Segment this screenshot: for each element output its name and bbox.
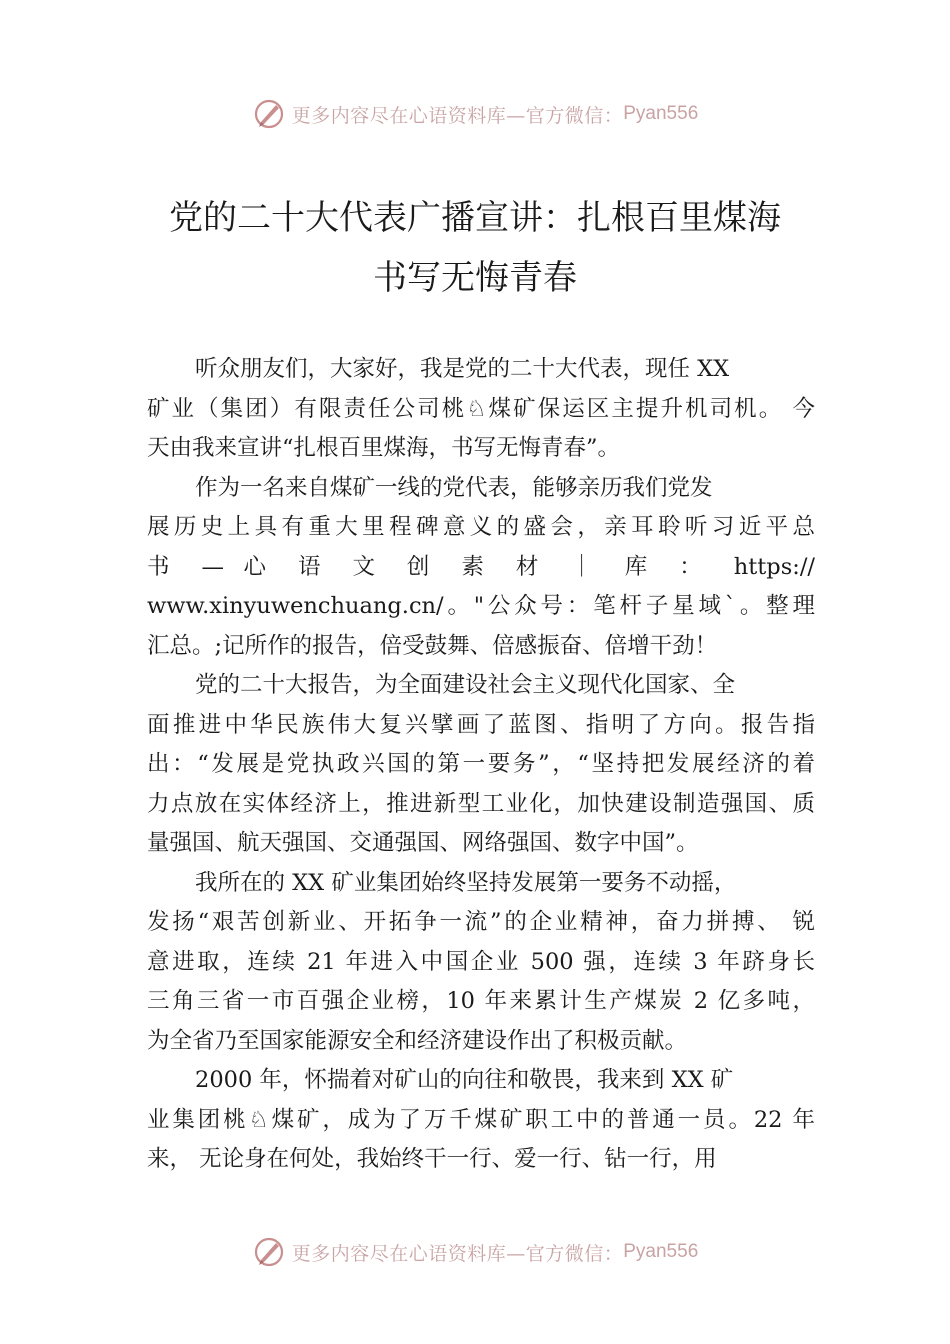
- banner-wechat-id: Pyan556: [623, 1241, 699, 1262]
- body-line: 发扬“艰苦创新业、开拓争一流”的企业精神，奋力拼搏、 锐: [147, 909, 815, 935]
- body-line: 2000 年，怀揣着对矿山的向往和敬畏，我来到 XX 矿: [195, 1067, 734, 1093]
- body-line: 三角三省一市百强企业榜，10 年来累计生产煤炭 2 亿多吨，: [147, 988, 815, 1014]
- body-line: 天由我来宣讲“扎根百里煤海，书写无悔青春”。: [147, 435, 621, 461]
- body-line: www.xinyuwenchuang.cn/。"公众号：笔杆子星域`。整理: [147, 593, 815, 619]
- body-line: 书 — 心 语 文 创 素 材 ｜ 库 ： https://: [147, 553, 815, 580]
- body-line: 汇总。;记所作的报告，倍受鼓舞、倍感振奋、倍增干劲！: [147, 632, 718, 659]
- banner-text: 更多内容尽在心语资料库—官方微信：: [291, 1242, 624, 1265]
- body-line: 意进取，连续 21 年进入中国企业 500 强，连续 3 年跻身长: [147, 948, 815, 975]
- body-line: 展历史上具有重大里程碑意义的盛会，亲耳聆听习近平总: [147, 514, 815, 540]
- footer-watermark-banner: [0, 1232, 950, 1272]
- body-line: 党的二十大报告，为全面建设社会主义现代化国家、全: [195, 672, 736, 698]
- quill-seal-logo-icon: [252, 97, 286, 131]
- body-line: 作为一名来自煤矿一线的党代表，能够亲历我们党发: [195, 474, 713, 501]
- banner-text: 更多内容尽在心语资料库—官方微信：: [291, 104, 624, 127]
- banner-wechat-id: Pyan556: [623, 103, 699, 124]
- document-title-line-1: 党的二十大代表广播宣讲：扎根百里煤海: [169, 198, 781, 238]
- quill-seal-logo-icon: [252, 1235, 286, 1269]
- body-line: 听众朋友们，大家好，我是党的二十大代表，现任 XX: [195, 356, 730, 382]
- body-line: 出：“发展是党执政兴国的第一要务”，“坚持把发展经济的着: [147, 751, 815, 777]
- body-line: 力点放在实体经济上，推进新型工业化，加快建设制造强国、质: [147, 790, 815, 817]
- body-line: 为全省乃至国家能源安全和经济建设作出了积极贡献。: [147, 1027, 688, 1054]
- body-line: 我所在的 XX 矿业集团始终坚持发展第一要务不动摇，: [195, 869, 737, 896]
- body-line: 来， 无论身在何处，我始终干一行、爱一行、钻一行，用: [147, 1146, 717, 1172]
- body-line: 业集团桃♘煤矿，成为了万千煤矿职工中的普通一员。22 年: [147, 1106, 815, 1133]
- document-title-line-2: 书写无悔青春: [373, 258, 577, 298]
- document-body: [147, 350, 815, 1180]
- header-watermark-banner: [0, 94, 950, 134]
- body-line: 面推进中华民族伟大复兴擘画了蓝图、指明了方向。报告指: [147, 711, 815, 738]
- body-line: 量强国、航天强国、交通强国、网络强国、数字中国”。: [147, 830, 699, 856]
- body-line: 矿业（集团）有限责任公司桃♘煤矿保运区主提升机司机。 今: [147, 395, 815, 422]
